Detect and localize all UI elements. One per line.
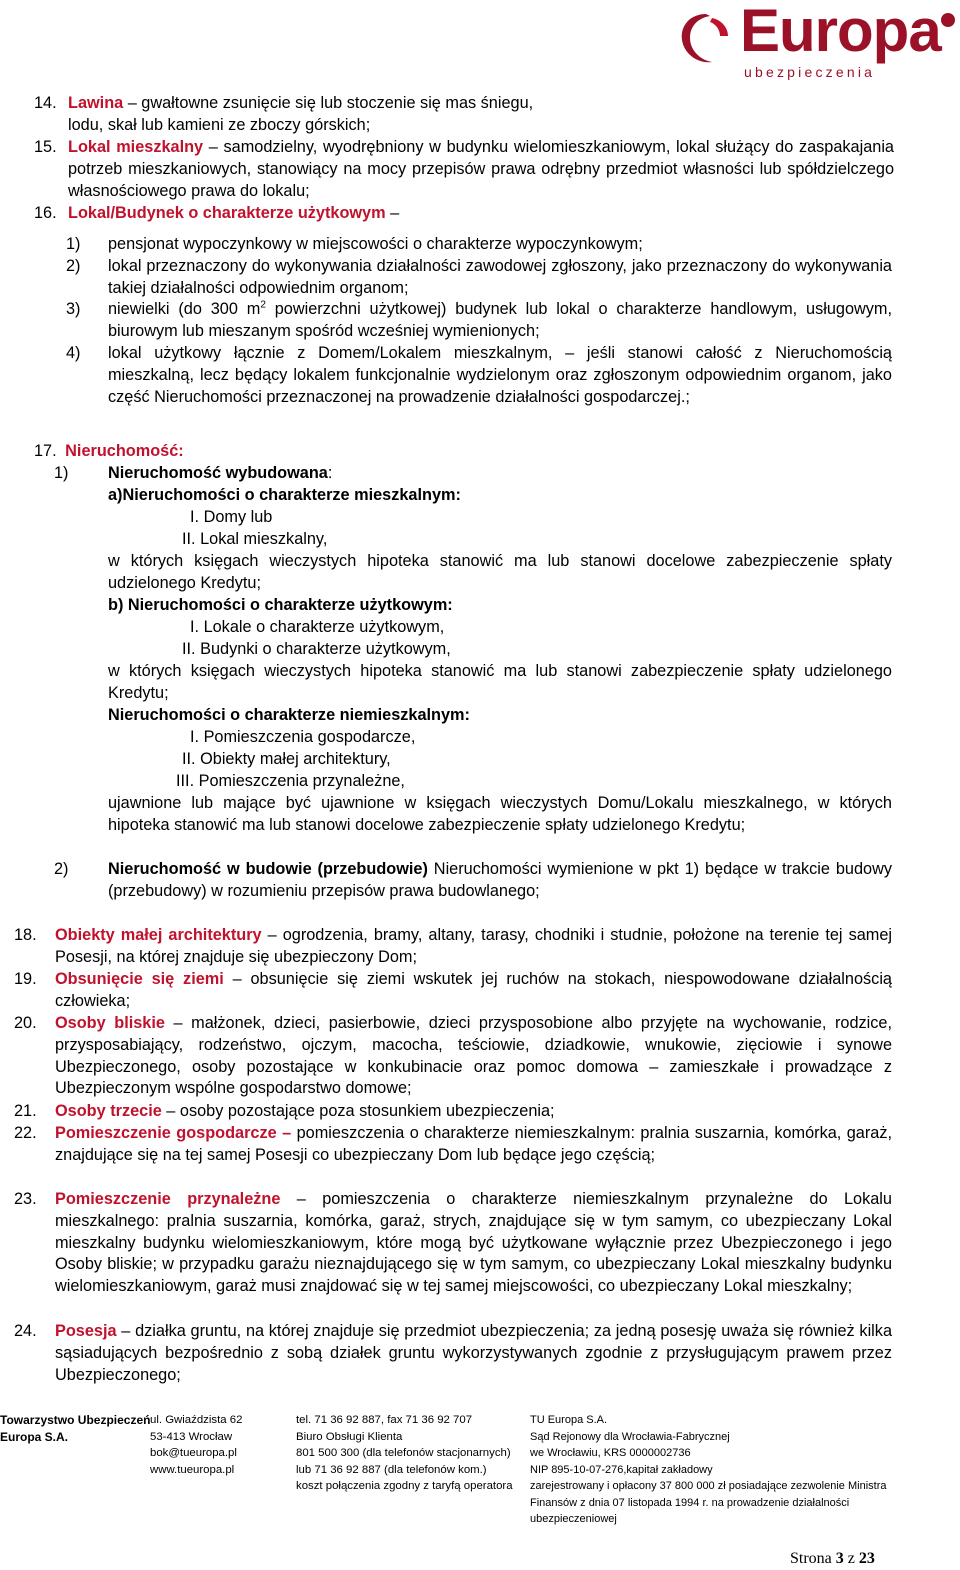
- footer-contact: [296, 1412, 513, 1495]
- sublist-text: pensjonat wypoczynkowy w miejscowości o charakterze wypoczynkowym;: [108, 235, 643, 253]
- definition-14: [34, 93, 894, 137]
- page-number: [790, 1548, 875, 1570]
- term: Pomieszczenie przynależne: [55, 1190, 281, 1208]
- logo-wordmark: Europa: [740, 0, 941, 64]
- term: Lokal mieszkalny: [68, 138, 204, 156]
- footer-line: tel. 71 36 92 887, fax 71 36 92 707: [296, 1414, 473, 1426]
- sublist-item: [66, 256, 892, 300]
- residential-item-2: II. Lokal mieszkalny,: [182, 530, 328, 548]
- definition-16: [34, 203, 894, 225]
- item-number: 17.: [34, 442, 57, 460]
- logo-swoosh-icon: [676, 10, 738, 68]
- item-number: 24.: [14, 1322, 37, 1340]
- logo-subtitle: ubezpieczenia: [744, 64, 876, 80]
- term: Obsunięcie się ziemi: [55, 970, 224, 988]
- dash: –: [385, 204, 400, 222]
- footer-line: ul. Gwiaździsta 62: [150, 1414, 243, 1426]
- definition-19: [14, 969, 892, 1013]
- superscript: 2: [260, 299, 266, 311]
- footer-website-link[interactable]: www.tueuropa.pl: [150, 1463, 235, 1476]
- nonresidential-heading: Nieruchomości o charakterze niemieszkalnym:: [108, 706, 470, 724]
- definition-text: – osoby pozostające poza stosunkiem ubezpieczenia;: [161, 1102, 555, 1120]
- item-number: 23.: [14, 1190, 37, 1208]
- footer-line: 801 500 300 (dla telefonów stacjonarnych): [296, 1447, 511, 1459]
- sublist-number: 3): [66, 300, 81, 319]
- definition-20: [14, 1013, 892, 1100]
- definition-16-sublist: [66, 234, 892, 408]
- footer-company: [0, 1412, 150, 1445]
- p1-term: Nieruchomość wybudowana: [108, 464, 328, 482]
- footer-address: [150, 1412, 242, 1478]
- term: Lokal/Budynek o charakterze użytkowym: [68, 204, 386, 222]
- footer-line: TU Europa S.A.: [530, 1414, 608, 1426]
- term: Posesja: [55, 1322, 117, 1340]
- definition-text: – małżonek, dzieci, pasierbowie, dzieci przysposobione albo przyjęte na wychowanie, rodzice, przysposabiający, rodzeństwo, ojczym, macocha, teściowie, dziadkowie, wnukowie, zięciowie i synowe Ubezpieczonego, osoby pozostające w konkubinacie oraz pomoc domowa – zamieszkałe i prowadzące z Ubezpieczonym wspólne gospodarstwo domowe;: [55, 1014, 892, 1098]
- footer-line: Europa S.A.: [0, 1429, 69, 1444]
- sublist-item: [66, 234, 892, 256]
- nonresidential-item-3: III. Pomieszczenia przynależne,: [176, 772, 405, 790]
- footer-line: koszt połączenia zgodny z taryfą operatora: [296, 1480, 513, 1492]
- term: Pomieszczenie gospodarcze –: [55, 1124, 292, 1142]
- colon: :: [327, 464, 333, 482]
- footer-line: Sąd Rejonowy dla Wrocławia-Fabrycznej: [530, 1430, 730, 1443]
- definition-text: – ogrodzenia, bramy, altany, tarasy, chodniki i studnie, położone na terenie tej samej Posesji, na której znajduje się ubezpieczony Dom;: [55, 926, 892, 966]
- item-number: 19.: [14, 970, 37, 988]
- item-number: 21.: [14, 1102, 37, 1120]
- p2-definition: Nieruchomości wymienione w pkt 1) będące w trakcie budowy (przebudowy) w rozumieniu przepisów prawa budowlanego;: [108, 860, 892, 900]
- item-number: 14.: [34, 94, 57, 112]
- commercial-item-2: II. Budynki o charakterze użytkowym,: [182, 640, 451, 658]
- definition-15: [34, 137, 894, 202]
- definition-17: [34, 441, 184, 463]
- sublist-number: 1): [66, 235, 81, 253]
- sublist-text: [108, 299, 892, 343]
- footer-line: ubezpieczeniowej: [530, 1513, 617, 1525]
- footer-line: lub 71 36 92 887 (dla telefonów kom.): [296, 1463, 487, 1476]
- footer-line: Towarzystwo Ubezpieczeń: [0, 1413, 151, 1427]
- sublist-item: [66, 343, 892, 408]
- definition-24: [14, 1321, 892, 1386]
- item-number: 22.: [14, 1124, 37, 1142]
- definition-text-cont: lodu, skał lub kamieni ze zboczy górskich;: [68, 115, 371, 134]
- sublist-number: 4): [66, 343, 81, 362]
- logo-dot-icon: [938, 10, 958, 30]
- item-number: 20.: [14, 1014, 37, 1032]
- footer-registry: [530, 1412, 886, 1528]
- commercial-text: w których księgach wieczystych hipoteka stanowić ma lub stanowi zabezpieczenie spłaty udzielonego Kredytu;: [108, 662, 892, 702]
- term: Lawina: [68, 94, 124, 112]
- definition-text: pomieszczenia o charakterze niemieszkalnym: pralnia suszarnia, komórka, garaż, znajdujące się na tej samej Posesji co ubezpieczany Dom lub będące jego częścią;: [55, 1124, 892, 1164]
- page-total: 23: [858, 1550, 875, 1567]
- sublist-text: lokal przeznaczony do wykonywania działalności zawodowej zgłoszony, jako przeznaczony do wykonywania takiej działalności odpowiednim organom;: [108, 256, 892, 297]
- residential-text: w których księgach wieczystych hipoteka stanowić ma lub stanowi docelowe zabezpieczenie spłaty udzielonego Kredytu;: [108, 552, 892, 592]
- term: Osoby bliskie: [55, 1014, 165, 1032]
- item-number: 16.: [34, 204, 57, 222]
- commercial-item-1: I. Lokale o charakterze użytkowym,: [190, 618, 445, 636]
- item-number: 18.: [14, 926, 37, 944]
- footer-line: Finansów z dnia 07 listopada 1994 r. na prowadzenie działalności: [530, 1496, 850, 1509]
- definition-22: [14, 1123, 892, 1167]
- term: Nieruchomość:: [65, 442, 184, 460]
- residential-item-1: I. Domy lub: [190, 508, 273, 526]
- page-sep: z: [847, 1550, 855, 1567]
- footer-line: we Wrocławiu, KRS 0000002736: [530, 1447, 691, 1459]
- p2-number: 2): [54, 860, 69, 878]
- definition-text: – pomieszczenia o charakterze niemieszkalnym przynależne do Lokalu mieszkalnego: pralnia suszarnia, komórka, garaż, strych, znajdujące się w tym samym, co ubezpieczany Lokal mieszkalny budynku wielomieszkaniowym, które mogą być użytkowane wyłącznie przez Ubezpieczonego i jego Osoby bliskie; w przypadku garażu nieznajdującego się w tym samym, co ubezpieczany Lokal mieszkalny budynku wielomieszkaniowym, garaż musi znajdować się w tej samej miejscowości, co ubezpieczany Lokal mieszkalny;: [55, 1190, 892, 1296]
- nonresidential-item-2: II. Obiekty małej architektury,: [182, 750, 391, 768]
- item-number: 15.: [34, 138, 57, 156]
- p1-number: 1): [54, 464, 69, 482]
- residential-heading: a)Nieruchomości o charakterze mieszkalnym:: [108, 486, 461, 504]
- nonresidential-text: ujawnione lub mające być ujawnione w księgach wieczystych Domu/Lokalu mieszkalnego, w których hipoteka stanowić ma lub stanowi docelowe zabezpieczenie spłaty udzielonego Kredytu;: [108, 794, 892, 834]
- definition-text: – działka gruntu, na której znajduje się przedmiot ubezpieczenia; za jedną posesję uważa się również kilka sąsiadujących bezpośrednio z sobą działek gruntu wykorzystywanych zgodnie z przysługującym prawem przez Ubezpieczonego;: [55, 1322, 892, 1384]
- footer-line: Biuro Obsługi Klienta: [296, 1430, 403, 1443]
- footer-line: NIP 895-10-07-276,kapitał zakładowy: [530, 1463, 713, 1476]
- p2-text: [108, 859, 892, 903]
- definition-text: – obsunięcie się ziemi wskutek jej ruchów na stokach, niespowodowane działalnością człowieka;: [55, 970, 892, 1010]
- footer-email-link[interactable]: bok@tueuropa.pl: [150, 1447, 237, 1459]
- page-label: Strona: [790, 1550, 832, 1567]
- commercial-heading: b) Nieruchomości o charakterze użytkowym:: [108, 596, 453, 614]
- term: Osoby trzecie: [55, 1102, 162, 1120]
- definition-text: – samodzielny, wyodrębniony w budynku wielomieszkaniowym, lokal służący do zaspakajania potrzeb mieszkaniowych, stanowiący na mocy przepisów prawa odrębny przedmiot własności lub spółdzielczego własnościowego prawa do lokalu;: [68, 138, 894, 200]
- footer-line: zarejestrowany i opłacony 37 800 000 zł posiadające zezwolenie Ministra: [530, 1480, 887, 1492]
- definition-text: – gwałtowne zsunięcie się lub stoczenie się mas śniegu,: [123, 94, 534, 112]
- sublist-text: lokal użytkowy łącznie z Domem/Lokalem mieszkalnym, – jeśli stanowi całość z Nieruchomością mieszkalną, lecz będący lokalem funkcjonalnie wydzielonym oraz zgłoszonym odpowiednim organom, jako część Nieruchomości przeznaczonej na prowadzenie działalności gospodarczej.;: [108, 343, 892, 406]
- definition-23: [14, 1189, 892, 1298]
- definition-21: [14, 1101, 892, 1123]
- footer-line: 53-413 Wrocław: [150, 1430, 233, 1443]
- page-current: 3: [835, 1550, 844, 1567]
- sublist-number: 2): [66, 256, 81, 275]
- text-part: niewielki (do 300 m: [108, 300, 261, 319]
- p2-term: Nieruchomość w budowie (przebudowie): [108, 860, 428, 878]
- nonresidential-item-1: I. Pomieszczenia gospodarcze,: [190, 728, 416, 746]
- europa-logo: [676, 0, 960, 82]
- text-part: powierzchni użytkowej) budynek lub lokal o charakterze handlowym, usługowym, biurowym lub mieszanym spośród wcześniej wymienionych;: [108, 300, 892, 341]
- definition-18: [14, 925, 892, 969]
- term: Obiekty małej architektury: [55, 926, 262, 944]
- sublist-item: [66, 299, 892, 343]
- p1-heading: [108, 463, 332, 485]
